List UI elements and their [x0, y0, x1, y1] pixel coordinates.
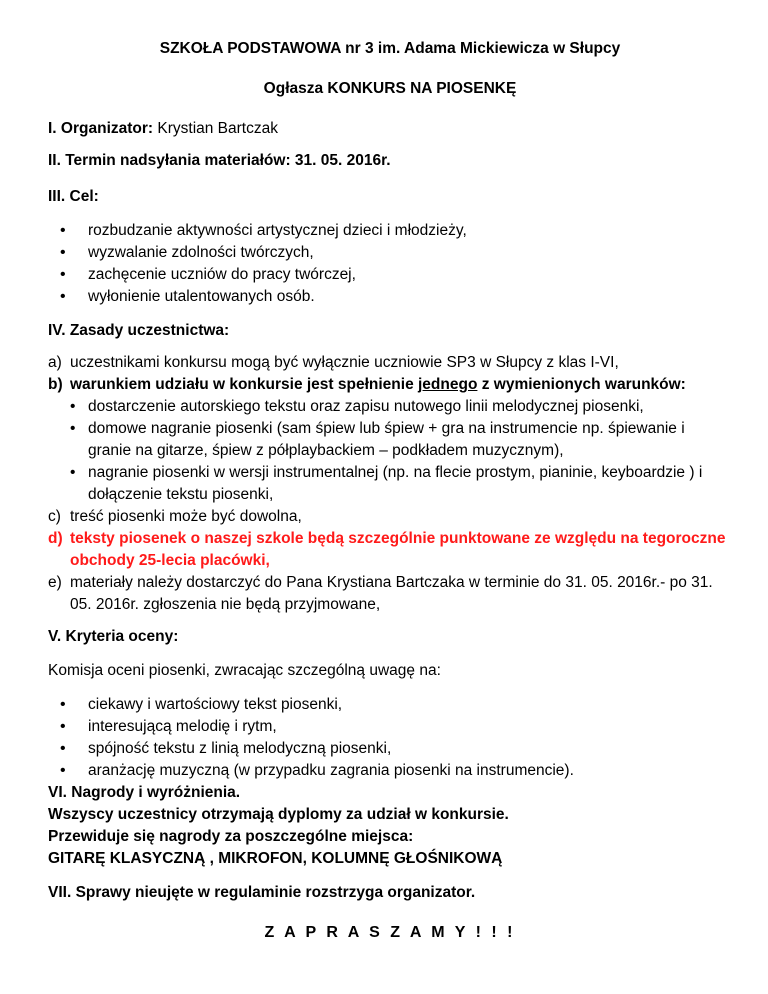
- rule-a-text: uczestnikami konkursu mogą być wyłącznie uczniowie SP3 w Słupcy z klas I-VI,: [70, 354, 619, 371]
- prizes-section: [48, 782, 732, 870]
- final-note: VII. Sprawy nieujęte w regulaminie rozstrzyga organizator.: [48, 884, 476, 901]
- list-item: • dostarczenie autorskiego tekstu oraz zapisu nutowego linii melodycznej piosenki,: [70, 396, 732, 418]
- rules-list: [48, 352, 732, 616]
- rule-a-mark: a): [48, 354, 62, 371]
- rule-e-text: materiały należy dostarczyć do Pana Krystiana Bartczaka w terminie do 31. 05. 2016r.- po 31. 05. 2016r. zgłoszenia nie będą przyjmowane,: [70, 574, 713, 613]
- contest-subtitle: Ogłasza KONKURS NA PIOSENKĘ: [263, 80, 517, 97]
- rule-b-text-2: z wymienionych warunków:: [477, 376, 686, 393]
- invite-text: Z A P R A S Z A M Y ! ! !: [264, 924, 516, 941]
- rules-heading: IV. Zasady uczestnictwa:: [48, 322, 230, 339]
- rule-b-sublist: [70, 396, 732, 506]
- rule-b-text-1: warunkiem udziału w konkursie jest spełnienie: [70, 376, 418, 393]
- deadline-line: II. Termin nadsyłania materiałów: 31. 05. 2016r.: [48, 152, 391, 169]
- list-item: • nagranie piosenki w wersji instrumentalnej (np. na flecie prostym, pianinie, keyboardzie ) i dołączenie tekstu piosenki,: [70, 462, 732, 506]
- list-item: • ciekawy i wartościowy tekst piosenki,: [48, 694, 732, 716]
- organizer-label: I. Organizator:: [48, 120, 154, 137]
- rule-e: [48, 572, 732, 616]
- criteria-intro: Komisja oceni piosenki, zwracając szczególną uwagę na:: [48, 662, 441, 679]
- rule-c-mark: c): [48, 508, 61, 525]
- list-item: • wyzwalanie zdolności twórczych,: [48, 242, 732, 264]
- organizer-value: Krystian Bartczak: [153, 120, 278, 137]
- criteria-heading: V. Kryteria oceny:: [48, 628, 179, 645]
- prizes-line-1: Wszyscy uczestnicy otrzymają dyplomy za udział w konkursie.: [48, 806, 509, 823]
- prizes-line-3: GITARĘ KLASYCZNĄ , MIKROFON, KOLUMNĘ GŁOŚNIKOWĄ: [48, 850, 503, 867]
- rule-b: [48, 374, 732, 396]
- list-item: • wyłonienie utalentowanych osób.: [48, 286, 732, 308]
- rule-c: [48, 506, 732, 528]
- list-item: • interesującą melodię i rytm,: [48, 716, 732, 738]
- rule-d-mark: d): [48, 530, 63, 547]
- rule-b-underlined: jednego: [418, 376, 478, 393]
- list-item: • aranżację muzyczną (w przypadku zagrania piosenki na instrumencie).: [48, 760, 732, 782]
- rule-c-text: treść piosenki może być dowolna,: [70, 508, 302, 525]
- goal-heading: III. Cel:: [48, 188, 99, 205]
- prizes-line-2: Przewiduje się nagrody za poszczególne miejsca:: [48, 828, 414, 845]
- rule-d-text: teksty piosenek o naszej szkole będą szczególnie punktowane ze względu na tegoroczne obchody 25-lecia placówki,: [70, 530, 726, 569]
- rule-e-mark: e): [48, 574, 62, 591]
- list-item: • spójność tekstu z linią melodyczną piosenki,: [48, 738, 732, 760]
- organizer-line: [48, 118, 732, 140]
- prizes-heading: VI. Nagrody i wyróżnienia.: [48, 784, 241, 801]
- rule-b-conditions: [48, 396, 732, 506]
- list-item: • zachęcenie uczniów do pracy twórczej,: [48, 264, 732, 286]
- list-item: • rozbudzanie aktywności artystycznej dzieci i młodzieży,: [48, 220, 732, 242]
- rule-b-mark: b): [48, 376, 63, 393]
- list-item: • domowe nagranie piosenki (sam śpiew lub śpiew + gra na instrumencie np. śpiewanie i granie na gitarze, śpiew z półplaybackiem – podkładem muzycznym),: [70, 418, 732, 462]
- goal-list: [48, 220, 732, 308]
- school-title: SZKOŁA PODSTAWOWA nr 3 im. Adama Mickiewicza w Słupcy: [159, 40, 621, 57]
- criteria-list: [48, 694, 732, 782]
- rule-d: [48, 528, 732, 572]
- rule-a: [48, 352, 732, 374]
